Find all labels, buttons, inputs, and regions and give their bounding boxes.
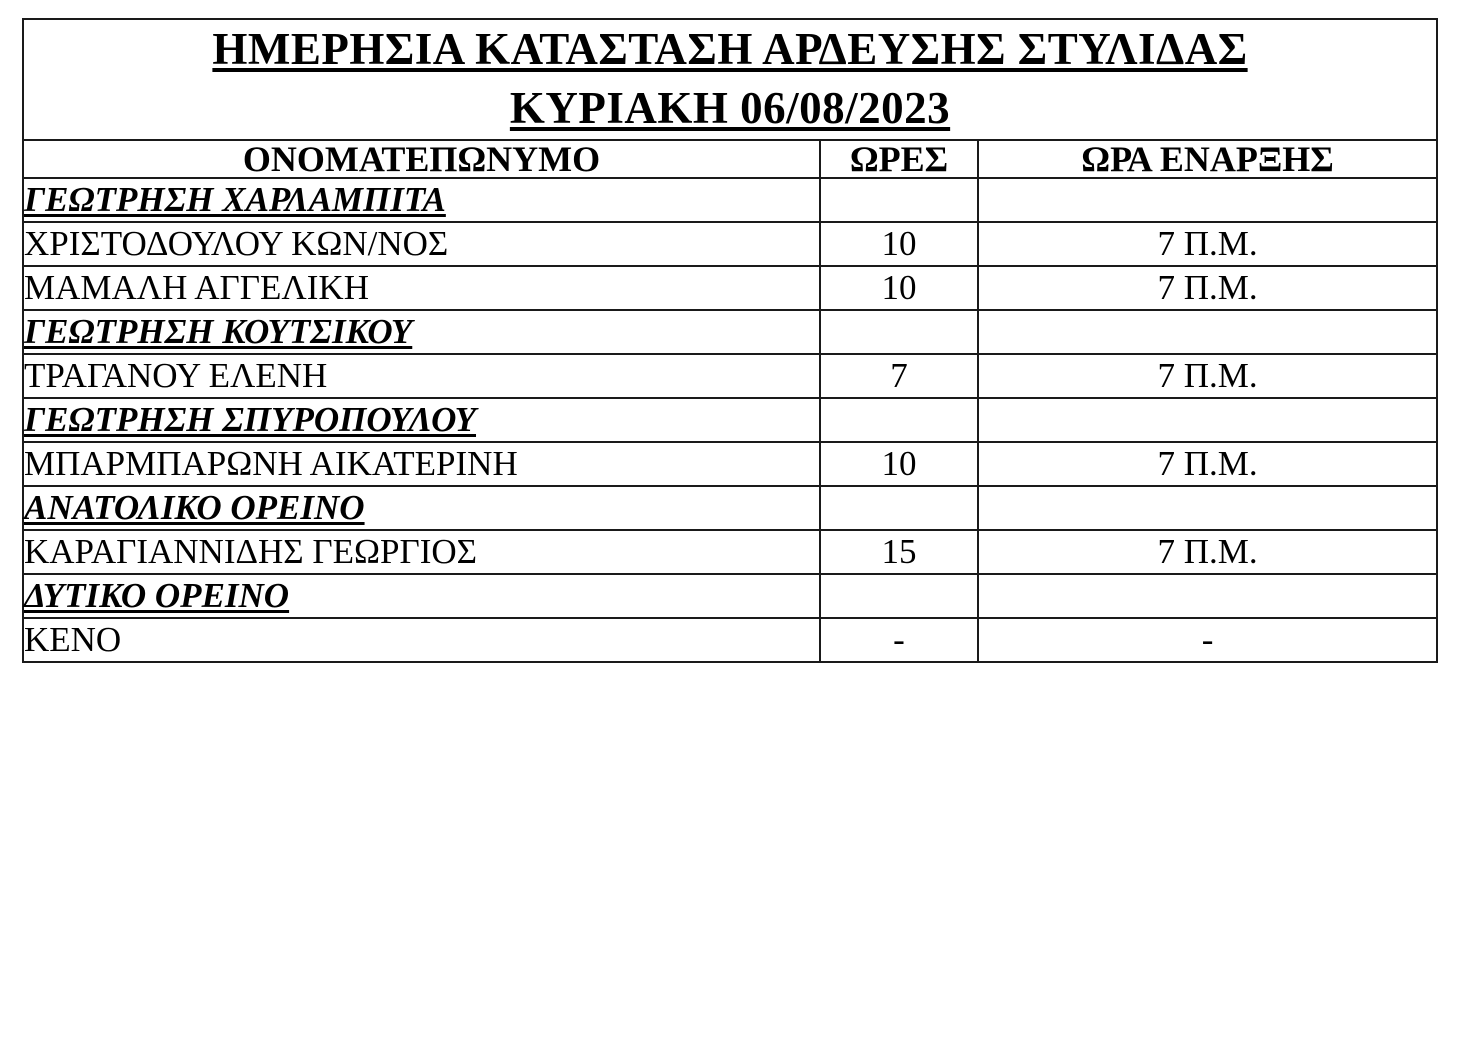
cell-start-time	[978, 486, 1437, 530]
section-title: ΓΕΩΤΡΗΣΗ ΧΑΡΛΑΜΠΙΤΑ	[23, 178, 820, 222]
table-body	[23, 19, 1437, 662]
cell-name: ΧΡΙΣΤΟΔΟΥΛΟΥ ΚΩΝ/ΝΟΣ	[23, 222, 820, 266]
table-row	[23, 354, 1437, 398]
table-row	[23, 486, 1437, 530]
cell-start-time	[978, 310, 1437, 354]
title-row	[23, 19, 1437, 140]
cell-start-time: 7 Π.Μ.	[978, 222, 1437, 266]
cell-hours	[820, 486, 978, 530]
cell-start-time: 7 Π.Μ.	[978, 530, 1437, 574]
cell-name: ΤΡΑΓΑΝΟΥ ΕΛΕΝΗ	[23, 354, 820, 398]
title-line-1: ΗΜΕΡΗΣΙΑ ΚΑΤΑΣΤΑΣΗ ΑΡΔΕΥΣΗΣ ΣΤΥΛΙΔΑΣ	[212, 24, 1248, 74]
column-header-start-time: ΩΡΑ ΕΝΑΡΞΗΣ	[978, 140, 1437, 178]
table-row	[23, 398, 1437, 442]
cell-hours	[820, 398, 978, 442]
column-header-name: ΟΝΟΜΑΤΕΠΩΝΥΜΟ	[23, 140, 820, 178]
cell-hours: 10	[820, 222, 978, 266]
cell-start-time: -	[978, 618, 1437, 662]
section-title: ΓΕΩΤΡΗΣΗ ΚΟΥΤΣΙΚΟΥ	[23, 310, 820, 354]
table-row	[23, 222, 1437, 266]
cell-hours	[820, 310, 978, 354]
irrigation-schedule-table	[22, 18, 1438, 663]
cell-hours: -	[820, 618, 978, 662]
cell-name: ΚΑΡΑΓΙΑΝΝΙΔΗΣ ΓΕΩΡΓΙΟΣ	[23, 530, 820, 574]
table-row	[23, 618, 1437, 662]
cell-hours	[820, 178, 978, 222]
cell-start-time: 7 Π.Μ.	[978, 266, 1437, 310]
table-row	[23, 574, 1437, 618]
cell-start-time: 7 Π.Μ.	[978, 442, 1437, 486]
table-row	[23, 530, 1437, 574]
cell-hours: 10	[820, 266, 978, 310]
cell-hours: 15	[820, 530, 978, 574]
table-row	[23, 178, 1437, 222]
table-row	[23, 442, 1437, 486]
cell-start-time	[978, 398, 1437, 442]
cell-start-time: 7 Π.Μ.	[978, 354, 1437, 398]
section-title: ΑΝΑΤΟΛΙΚΟ ΟΡΕΙΝΟ	[23, 486, 820, 530]
cell-name: ΚΕΝΟ	[23, 618, 820, 662]
cell-name: ΜΑΜΑΛΗ ΑΓΓΕΛΙΚΗ	[23, 266, 820, 310]
table-row	[23, 266, 1437, 310]
section-title: ΔΥΤΙΚΟ ΟΡΕΙΝΟ	[23, 574, 820, 618]
table-row	[23, 310, 1437, 354]
cell-hours: 10	[820, 442, 978, 486]
cell-start-time	[978, 178, 1437, 222]
cell-start-time	[978, 574, 1437, 618]
section-title: ΓΕΩΤΡΗΣΗ ΣΠΥΡΟΠΟΥΛΟΥ	[23, 398, 820, 442]
cell-name: ΜΠΑΡΜΠΑΡΩΝΗ ΑΙΚΑΤΕΡΙΝΗ	[23, 442, 820, 486]
document-title	[23, 19, 1437, 140]
column-header-hours: ΩΡΕΣ	[820, 140, 978, 178]
cell-hours	[820, 574, 978, 618]
table-header-row	[23, 140, 1437, 178]
cell-hours: 7	[820, 354, 978, 398]
title-line-2: ΚΥΡΙΑΚΗ 06/08/2023	[509, 83, 951, 134]
